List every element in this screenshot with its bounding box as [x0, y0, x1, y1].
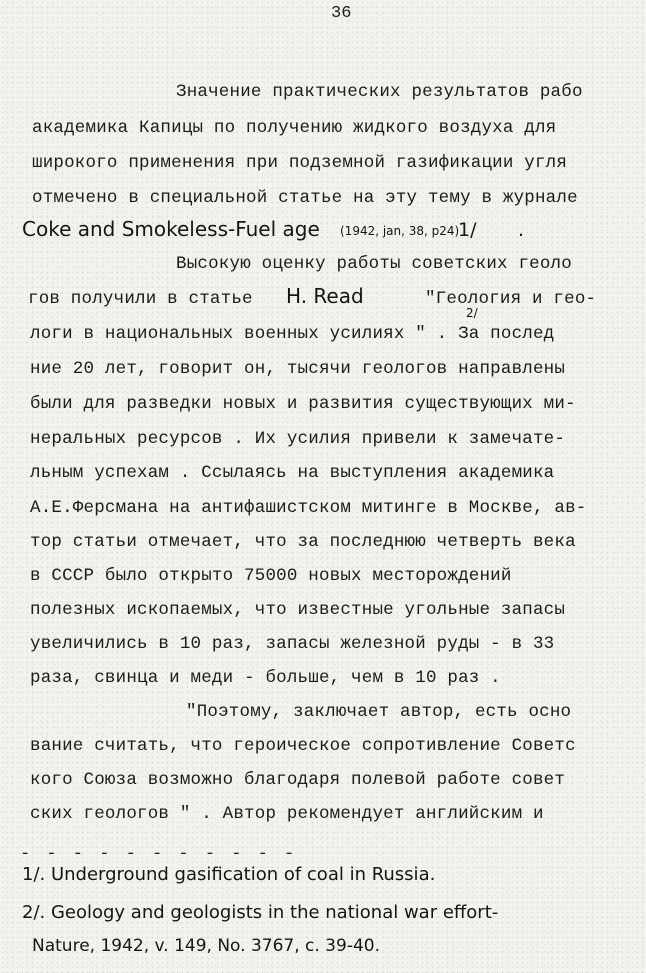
text-line: полезных ископаемых, что известные угольные запасы	[30, 600, 566, 620]
handwritten-author: H. Read	[286, 284, 364, 308]
text-line: раза, свинца и меди - больше, чем в 10 раз .	[30, 668, 501, 688]
text-line: логи в национальных военных усилиях " . За послед	[30, 324, 555, 344]
text-line: ских геологов " . Автор рекомендует английским и	[30, 804, 544, 824]
text-line: гов получили в статье	[28, 289, 253, 309]
text-line: "Геология и гео-	[425, 289, 597, 309]
text-line: "Поэтому, заключает автор, есть осно	[186, 702, 572, 722]
handwritten-journal-title: Coke and Smokeless-Fuel age	[22, 217, 320, 241]
handwritten-citation: (1942, jan, 38, p24)	[340, 224, 460, 238]
text-line: неральных ресурсов . Их усилия привели к замечате-	[30, 429, 566, 449]
footnote: Nature, 1942, v. 149, No. 3767, c. 39-40.	[32, 936, 380, 956]
footnote: 2/. Geology and geologists in the national war effort-	[22, 902, 499, 923]
text-line: были для разведки новых и развития существующих ми-	[30, 394, 576, 414]
page-number: 36	[331, 4, 352, 23]
text-line: ние 20 лет, говорит он, тысячи геологов направлены	[30, 359, 566, 379]
text-line: в СССР было открыто 75000 новых месторождений	[30, 566, 512, 586]
text-line: А.Е.Ферсмана на антифашистском митинге в Москве, ав-	[30, 498, 587, 518]
text-line: отмечено в специальной статье на эту тему в журнале	[32, 188, 578, 208]
text-line: вание считать, что героическое сопротивление Советс	[30, 736, 576, 756]
text-line: широкого применения при подземной газификации угля	[32, 153, 568, 173]
text-line: Значение практических результатов рабо	[176, 82, 583, 102]
handwritten-ref-mark: 2/	[466, 306, 478, 320]
handwritten-period: .	[518, 219, 525, 241]
footnote-separator: - - - - - - - - - - -	[20, 845, 298, 864]
text-line: академика Капицы по получению жидкого воздуха для	[32, 118, 557, 138]
text-line: кого Союза возможно благодаря полевой работе совет	[30, 770, 566, 790]
text-line: тор статьи отмечает, что за последнюю четверть века	[30, 532, 576, 552]
text-line: увеличились в 10 раз, запасы железной руды - в 33	[30, 634, 555, 654]
footnote: 1/. Underground gasification of coal in Russia.	[22, 864, 436, 885]
text-line: льным успехам . Ссылаясь на выступления академика	[30, 463, 555, 483]
handwritten-ref-mark: 1/	[458, 219, 477, 241]
text-line: Высокую оценку работы советских геоло	[176, 254, 572, 274]
